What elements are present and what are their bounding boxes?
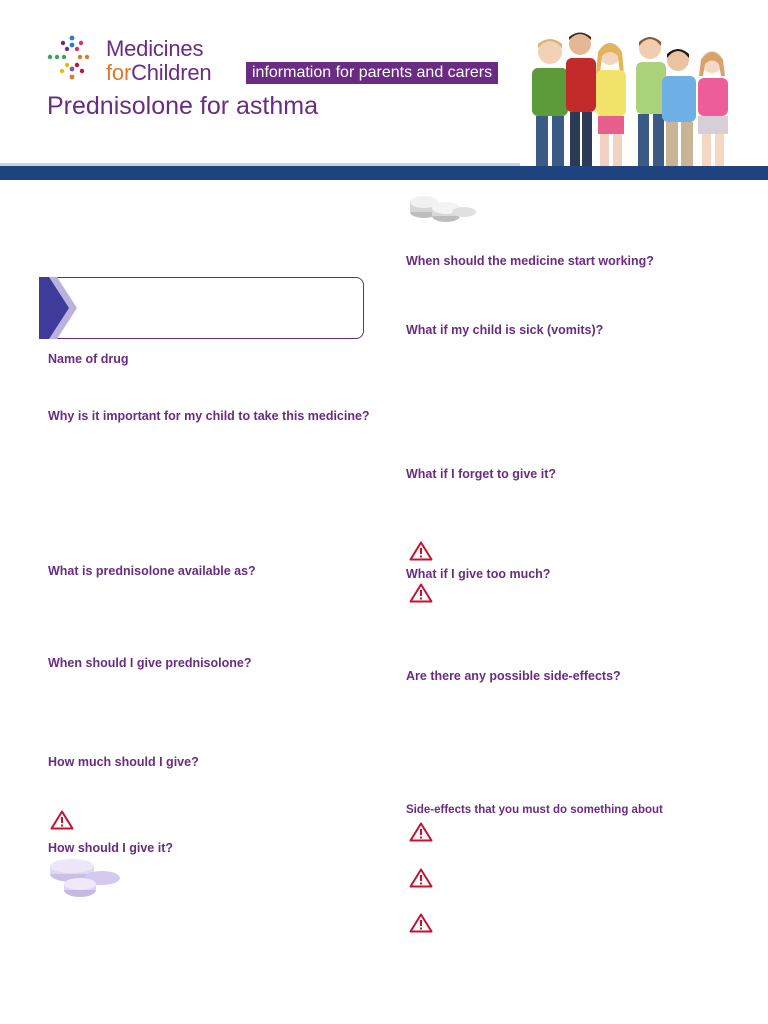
brand-name-line2 — [106, 60, 211, 86]
question-too-much: What if I give too much? — [406, 567, 551, 581]
warning-icon — [409, 913, 433, 933]
warning-icon — [409, 541, 433, 561]
question-start-working: When should the medicine start working? — [406, 254, 654, 268]
header-band — [0, 166, 768, 180]
question-why-important: Why is it important for my child to take this medicine? — [48, 409, 370, 423]
label-name-of-drug: Name of drug — [48, 352, 129, 366]
brand-name-for: for — [106, 60, 132, 85]
question-forget: What if I forget to give it? — [406, 467, 556, 481]
medicines-for-children-logo-icon — [46, 34, 106, 86]
question-side-effects: Are there any possible side-effects? — [406, 669, 621, 683]
page-title: Prednisolone for asthma — [47, 92, 318, 120]
warning-icon — [409, 583, 433, 603]
tablets-icon — [408, 188, 478, 224]
side-effects-heading: Side-effects that you must do something about — [406, 804, 663, 816]
question-available-as: What is prednisolone available as? — [48, 564, 256, 578]
warning-icon — [50, 810, 74, 830]
children-group-photo — [518, 30, 746, 182]
warning-icon — [409, 822, 433, 842]
warning-icon — [409, 868, 433, 888]
brand-name-children: Children — [131, 60, 212, 85]
question-sick-vomits: What if my child is sick (vomits)? — [406, 323, 604, 337]
question-when-give: When should I give prednisolone? — [48, 656, 252, 670]
brand-name-line1: Medicines — [106, 36, 204, 61]
chevron-right-icon — [39, 277, 81, 339]
question-how-much: How much should I give? — [48, 755, 199, 769]
brand-tagline: information for parents and carers — [246, 62, 498, 84]
lilac-tablets-icon — [48, 858, 122, 900]
question-how-give: How should I give it? — [48, 841, 173, 855]
drug-name-box — [46, 277, 364, 339]
